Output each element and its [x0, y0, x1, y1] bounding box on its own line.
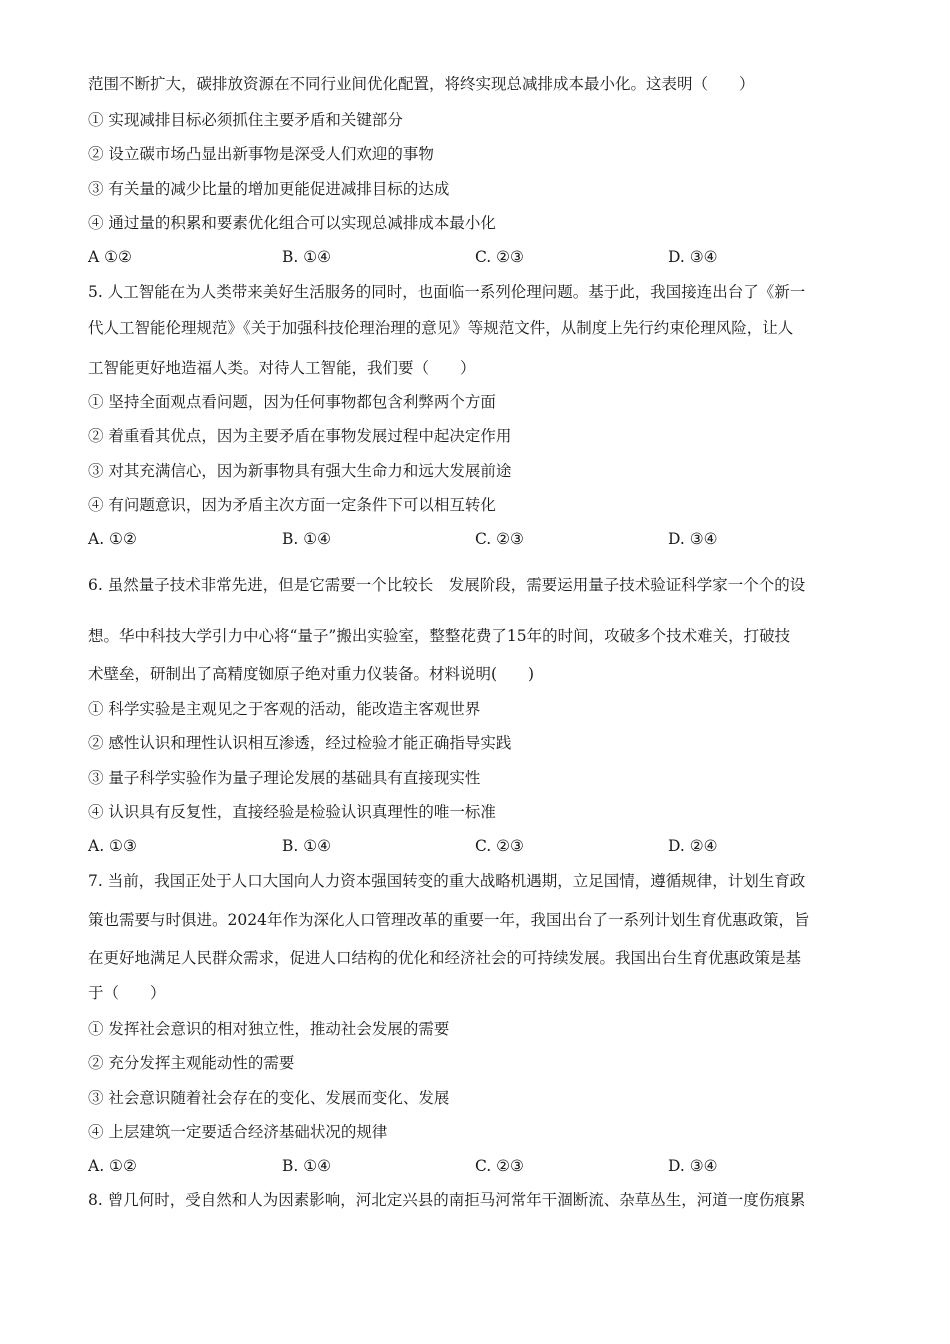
- answer-option: A. ①②: [88, 530, 137, 548]
- answer-option: D. ③④: [668, 1157, 718, 1175]
- question-statement: ④ 有问题意识，因为矛盾主次方面一定条件下可以相互转化: [88, 496, 496, 514]
- question-statement: ③ 对其充满信心，因为新事物具有强大生命力和远大发展前途: [88, 462, 512, 480]
- question-statement: ④ 认识具有反复性，直接经验是检验认识真理性的唯一标准: [88, 803, 496, 821]
- question-statement: ③ 有关量的减少比量的增加更能促进减排目标的达成: [88, 180, 450, 198]
- question-stem-line: 工智能更好地造福人类。对待人工智能，我们要（ ）: [88, 359, 476, 377]
- question-statement: ② 感性认识和理性认识相互渗透，经过检验才能正确指导实践: [88, 734, 512, 752]
- question-statement: ① 科学实验是主观见之于客观的活动，能改造主客观世界: [88, 700, 481, 718]
- question-stem-line: 在更好地满足人民群众需求，促进人口结构的优化和经济社会的可持续发展。我国出台生育优惠政策是基: [88, 949, 802, 967]
- question-statement: ③ 量子科学实验作为量子理论发展的基础具有直接现实性: [88, 769, 481, 787]
- question-stem-line: 于（ ）: [88, 984, 166, 1002]
- answer-option: A. ①②: [88, 1157, 137, 1175]
- answer-option: A. ①③: [88, 837, 137, 855]
- question-statement: ① 坚持全面观点看问题，因为任何事物都包含利弊两个方面: [88, 393, 496, 411]
- question-stem-line: 7. 当前，我国正处于人口大国向人力资本强国转变的重大战略机遇期，立足国情，遵循规律，计划生育政: [88, 872, 806, 890]
- answer-option: D. ③④: [668, 530, 718, 548]
- answer-option: B. ①④: [282, 837, 332, 855]
- question-statement: ② 充分发挥主观能动性的需要: [88, 1054, 295, 1072]
- question-statement: ② 着重看其优点，因为主要矛盾在事物发展过程中起决定作用: [88, 427, 512, 445]
- answer-option: A ①②: [88, 248, 132, 266]
- question-statement: ③ 社会意识随着社会存在的变化、发展而变化、发展: [88, 1089, 450, 1107]
- answer-option: C. ②③: [475, 1157, 524, 1175]
- question-statement: ④ 上层建筑一定要适合经济基础状况的规律: [88, 1123, 388, 1141]
- question-stem-line: 策也需要与时俱进。2024年作为深化人口管理改革的重要一年，我国出台了一系列计划生育优惠政策，旨: [88, 911, 810, 929]
- question-stem-line: 代人工智能伦理规范》《关于加强科技伦理治理的意见》等规范文件，从制度上先行约束伦理风险，让人: [88, 319, 794, 337]
- answer-option: C. ②③: [475, 837, 524, 855]
- answer-option: B. ①④: [282, 530, 332, 548]
- question-statement: ④ 通过量的积累和要素优化组合可以实现总减排成本最小化: [88, 214, 496, 232]
- question-statement: ② 设立碳市场凸显出新事物是深受人们欢迎的事物: [88, 145, 434, 163]
- question-stem-line: 6. 虽然量子技术非常先进，但是它需要一个比较长 发展阶段，需要运用量子技术验证科学家一个个的设: [88, 576, 806, 594]
- question-stem-line: 范围不断扩大，碳排放资源在不同行业间优化配置，将终实现总减排成本最小化。这表明（ ）: [88, 75, 755, 93]
- question-stem-line: 术壁垒，研制出了高精度铷原子绝对重力仪装备。材料说明( ): [88, 665, 535, 683]
- answer-option: B. ①④: [282, 248, 332, 266]
- question-statement: ① 实现减排目标必须抓住主要矛盾和关键部分: [88, 111, 403, 129]
- answer-option: D. ②④: [668, 837, 718, 855]
- question-statement: ① 发挥社会意识的相对独立性，推动社会发展的需要: [88, 1020, 450, 1038]
- question-stem-line: 想。华中科技大学引力中心将“量子”搬出实验室，整整花费了15年的时间，攻破多个技术难关，打破技: [88, 627, 791, 645]
- answer-option: D. ③④: [668, 248, 718, 266]
- question-stem-line: 5. 人工智能在为人类带来美好生活服务的同时，也面临一系列伦理问题。基于此，我国接连出台了《新一: [88, 283, 806, 301]
- answer-option: C. ②③: [475, 530, 524, 548]
- question-stem-line: 8. 曾几何时，受自然和人为因素影响，河北定兴县的南拒马河常年干涸断流、杂草丛生，河道一度伤痕累: [88, 1191, 806, 1209]
- answer-option: C. ②③: [475, 248, 524, 266]
- answer-option: B. ①④: [282, 1157, 332, 1175]
